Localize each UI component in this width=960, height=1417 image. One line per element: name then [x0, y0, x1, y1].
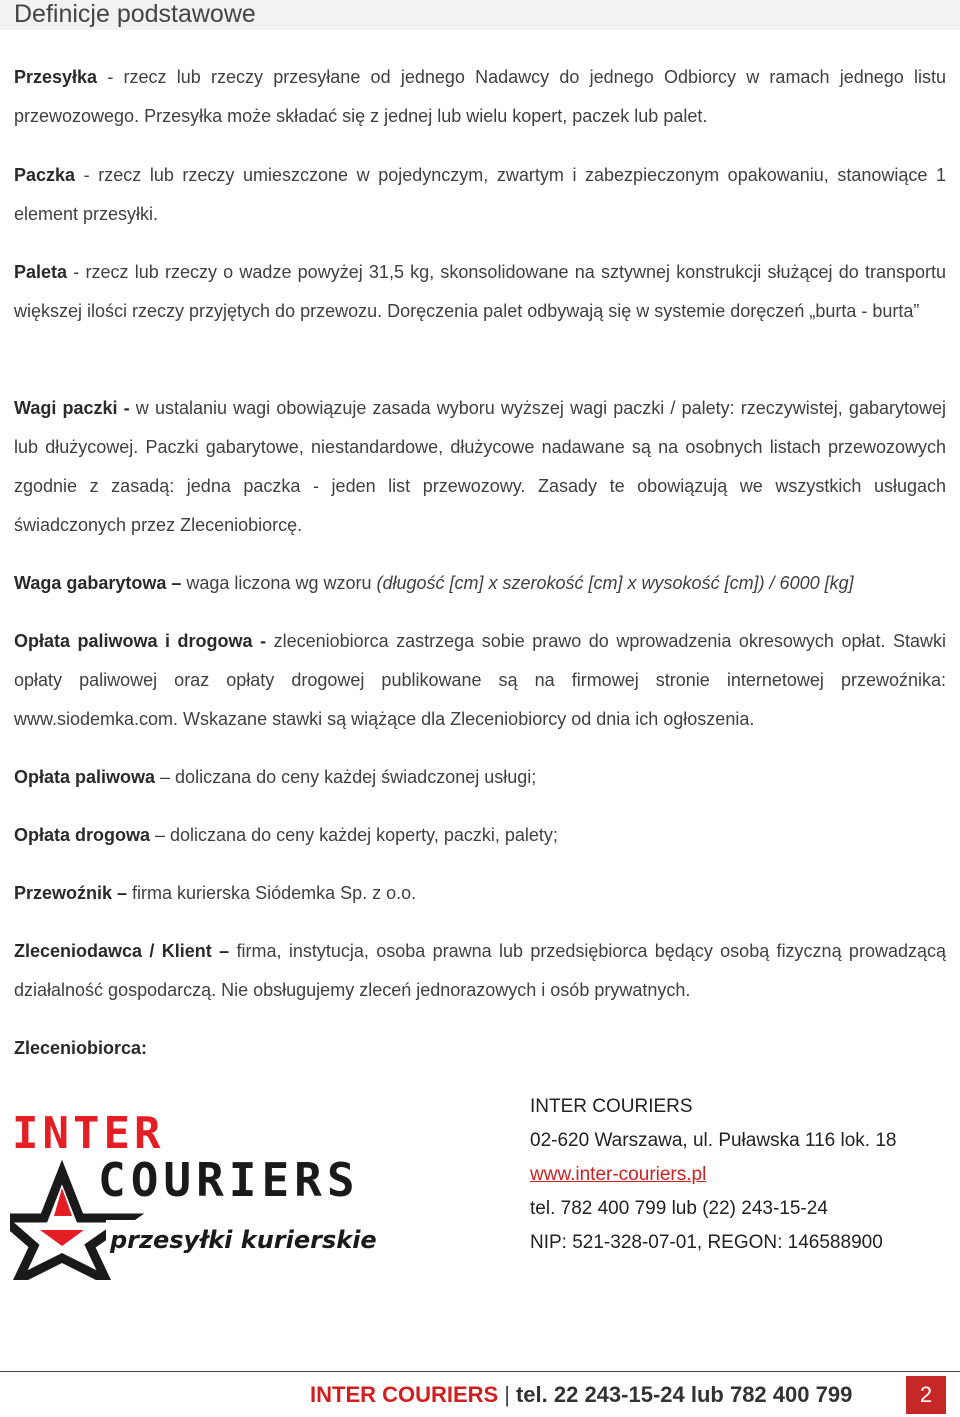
term: Zleceniobiorca: [14, 1038, 148, 1058]
term: Waga gabarytowa – [14, 573, 182, 593]
definition-oplata-paliwowa-drogowa [14, 622, 946, 739]
definition-przewoznik [14, 874, 946, 913]
logo-tagline: przesyłki kurierskie [110, 1226, 377, 1254]
contact-name: INTER COURIERS [530, 1096, 693, 1117]
definition-text: – doliczana do ceny każdej koperty, paczki, palety; [150, 825, 558, 845]
definition-wagi-paczki [14, 389, 946, 545]
contact-website [530, 1158, 950, 1192]
term: Przewoźnik – [14, 883, 128, 903]
definition-paleta [14, 253, 946, 331]
page-title: Definicje podstawowe [0, 0, 960, 30]
definition-text: w ustalaniu wagi obowiązuje zasada wyboru wyższej wagi paczki / palety: rzeczywistej, gabarytowej lub dłużycowej. Paczki gabarytowe, niestandardowe, dłużycowe nadawane są na osobnych listach przewozowych zgodnie z zasadą: jedna paczka - jeden list przewozowy. Zasady te obowiązują we wszystkich usługach świadczonych przez Zleceniobiorcę. [14, 398, 946, 535]
definition-text: firma, instytucja, osoba prawna lub przedsiębiorca będący osobą fizyczną prowadzącą działalność gospodarczą. Nie obsługujemy zleceń jednorazowych i osób prywatnych. [14, 941, 946, 1000]
definition-text: – doliczana do ceny każdej świadczonej usługi; [155, 767, 537, 787]
term: Przesyłka [14, 67, 98, 87]
term: Opłata paliwowa i drogowa - [14, 631, 267, 651]
page-footer [310, 1378, 852, 1412]
definition-oplata-drogowa [14, 816, 946, 855]
definition-text: firma kurierska Siódemka Sp. z o.o. [127, 883, 417, 903]
definition-text: - rzecz lub rzeczy o wadze powyżej 31,5 kg, skonsolidowane na sztywnej konstrukcji służącej do transportu większej ilości rzeczy przyjętych do przewozu. Doręczenia palet odbywają się w systemie doręczeń „burta - burta” [14, 262, 946, 321]
website-link[interactable]: www.inter-couriers.pl [530, 1164, 707, 1185]
footer-brand: INTER COURIERS [310, 1382, 499, 1407]
definition-waga-gabarytowa [14, 564, 946, 603]
contact-nip: NIP: 521-328-07-01, REGON: 146588900 [530, 1232, 883, 1253]
footer-phones: tel. 22 243-15-24 lub 782 400 799 [515, 1382, 853, 1407]
definition-text: - rzecz lub rzeczy umieszczone w pojedynczym, zwartym i zabezpieczonym opakowaniu, stanowiące 1 element przesyłki. [14, 165, 946, 224]
contact-address: 02-620 Warszawa, ul. Puławska 116 lok. 18 [530, 1130, 897, 1151]
logo-line1: INTER [12, 1110, 165, 1159]
definition-zleceniobiorca [14, 1029, 946, 1068]
definition-text: - rzecz lub rzeczy przesyłane od jednego Nadawcy do jednego Odbiorcy w ramach jednego listu przewozowego. Przesyłka może składać się z jednej lub wielu kopert, paczek lub palet. [14, 67, 946, 126]
page-number: 2 [906, 1376, 946, 1414]
footer-separator: | [504, 1382, 510, 1407]
term: Wagi paczki - [14, 398, 130, 418]
contact-phone: tel. 782 400 799 lub (22) 243-15-24 [530, 1198, 828, 1219]
inter-couriers-logo [10, 1110, 440, 1280]
definition-text: waga liczona wg wzoru [181, 573, 377, 593]
definition-text: zleceniobiorca zastrzega sobie prawo do wprowadzenia okresowych opłat. Stawki opłaty paliwowej oraz opłaty drogowej publikowane są na firmowej stronie internetowej przewoźnika: www.siodemka.com. Wskazane stawki są wiążące dla Zleceniobiorcy od dnia ich ogłoszenia. [14, 631, 947, 729]
definition-paczka [14, 156, 946, 234]
formula: (długość [cm] x szerokość [cm] x wysokość [cm]) / 6000 [kg] [376, 573, 854, 593]
term: Zleceniodawca / Klient – [14, 941, 230, 961]
footer-divider [0, 1371, 960, 1372]
term: Paczka [14, 165, 76, 185]
term: Opłata paliwowa [14, 767, 156, 787]
term: Paleta [14, 262, 68, 282]
definition-zleceniodawca [14, 932, 946, 1010]
definition-oplata-paliwowa [14, 758, 946, 797]
term: Opłata drogowa [14, 825, 151, 845]
logo-line2: COURIERS [98, 1153, 360, 1207]
definition-przesylka [14, 58, 946, 136]
